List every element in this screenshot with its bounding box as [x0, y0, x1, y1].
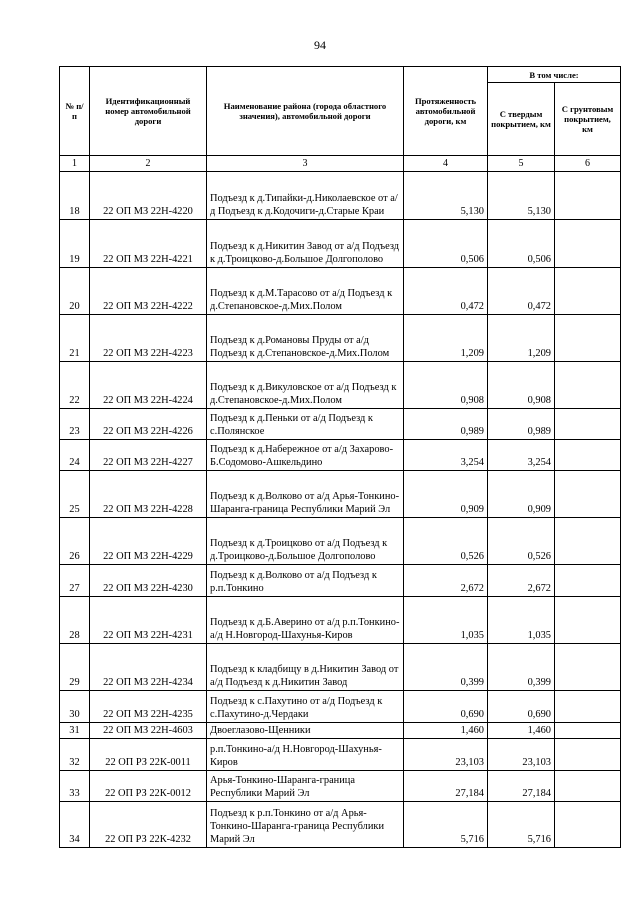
table-row [60, 691, 621, 723]
road-length: 0,399 [404, 644, 488, 691]
header-name: Наименование района (города областного значения), автомобильной дороги [207, 67, 404, 156]
row-number: 29 [60, 644, 90, 691]
column-number: 3 [207, 156, 404, 172]
unpaved-length [555, 723, 621, 739]
row-number: 24 [60, 440, 90, 471]
column-number: 6 [555, 156, 621, 172]
road-length: 0,472 [404, 268, 488, 315]
row-number: 21 [60, 315, 90, 362]
road-name: р.п.Тонкино-а/д Н.Новгород-Шахунья-Киров [207, 739, 404, 771]
road-name: Подъезд к д.М.Тарасово от а/д Подъезд к д.Степановское-д.Мих.Полом [207, 268, 404, 315]
row-number: 25 [60, 471, 90, 518]
row-number: 19 [60, 220, 90, 268]
road-length: 27,184 [404, 771, 488, 802]
row-number: 26 [60, 518, 90, 565]
road-name: Подъезд к д.Волково от а/д Подъезд к р.п.Тонкино [207, 565, 404, 597]
road-id: 22 ОП МЗ 22Н-4221 [90, 220, 207, 268]
road-length: 0,690 [404, 691, 488, 723]
road-id: 22 ОП РЗ 22К-0011 [90, 739, 207, 771]
table-row [60, 518, 621, 565]
paved-length: 0,690 [488, 691, 555, 723]
table-row [60, 362, 621, 409]
row-number: 33 [60, 771, 90, 802]
paved-length: 27,184 [488, 771, 555, 802]
road-name: Арья-Тонкино-Шаранга-граница Республики Марий Эл [207, 771, 404, 802]
unpaved-length [555, 771, 621, 802]
table-body [60, 172, 621, 848]
paved-length: 1,209 [488, 315, 555, 362]
paved-length: 5,716 [488, 802, 555, 848]
road-length: 1,035 [404, 597, 488, 644]
paved-length: 0,908 [488, 362, 555, 409]
road-name: Подъезд к д.Пеньки от а/д Подъезд к с.Полянское [207, 409, 404, 440]
road-id: 22 ОП МЗ 22Н-4235 [90, 691, 207, 723]
road-id: 22 ОП МЗ 22Н-4230 [90, 565, 207, 597]
table-row [60, 471, 621, 518]
road-name: Подъезд к кладбищу в д.Никитин Завод от а/д Подъезд к д.Никитин Завод [207, 644, 404, 691]
unpaved-length [555, 409, 621, 440]
road-name: Подъезд к д.Романовы Пруды от а/д Подъезд к д.Степановское-д.Мих.Полом [207, 315, 404, 362]
unpaved-length [555, 440, 621, 471]
column-number: 5 [488, 156, 555, 172]
column-number: 4 [404, 156, 488, 172]
row-number: 34 [60, 802, 90, 848]
road-id: 22 ОП МЗ 22Н-4220 [90, 172, 207, 220]
unpaved-length [555, 220, 621, 268]
unpaved-length [555, 802, 621, 848]
unpaved-length [555, 315, 621, 362]
row-number: 22 [60, 362, 90, 409]
road-length: 0,989 [404, 409, 488, 440]
road-length: 0,506 [404, 220, 488, 268]
road-length: 1,209 [404, 315, 488, 362]
unpaved-length [555, 597, 621, 644]
road-id: 22 ОП МЗ 22Н-4223 [90, 315, 207, 362]
road-id: 22 ОП МЗ 22Н-4229 [90, 518, 207, 565]
road-id: 22 ОП РЗ 22К-4232 [90, 802, 207, 848]
road-id: 22 ОП МЗ 22Н-4226 [90, 409, 207, 440]
row-number: 27 [60, 565, 90, 597]
road-length: 0,526 [404, 518, 488, 565]
road-name: Подъезд к д.Троицково от а/д Подъезд к д.Троицково-д.Большое Долгополово [207, 518, 404, 565]
table-row [60, 268, 621, 315]
road-length: 0,908 [404, 362, 488, 409]
row-number: 30 [60, 691, 90, 723]
road-id: 22 ОП МЗ 22Н-4231 [90, 597, 207, 644]
unpaved-length [555, 362, 621, 409]
row-number: 20 [60, 268, 90, 315]
road-length: 1,460 [404, 723, 488, 739]
unpaved-length [555, 172, 621, 220]
table-row [60, 739, 621, 771]
road-name: Подъезд к р.п.Тонкино от а/д Арья-Тонкино-Шаранга-граница Республики Марий Эл [207, 802, 404, 848]
road-length: 3,254 [404, 440, 488, 471]
header-unpaved: С грунтовым покрытием, км [555, 83, 621, 156]
header-length: Протяженность автомобильной дороги, км [404, 67, 488, 156]
paved-length: 3,254 [488, 440, 555, 471]
unpaved-length [555, 471, 621, 518]
paved-length: 0,989 [488, 409, 555, 440]
table-row [60, 597, 621, 644]
table-header [60, 67, 621, 156]
column-numbers-row [60, 156, 621, 172]
road-name: Подъезд к д.Набережное от а/д Захарово-Б.Содомово-Ашкельдино [207, 440, 404, 471]
road-id: 22 ОП МЗ 22Н-4224 [90, 362, 207, 409]
road-name: Подъезд к д.Никитин Завод от а/д Подъезд к д.Троицково-д.Большое Долгополово [207, 220, 404, 268]
paved-length: 23,103 [488, 739, 555, 771]
page-number: 94 [314, 38, 326, 52]
paved-length: 0,526 [488, 518, 555, 565]
table-row [60, 723, 621, 739]
paved-length: 0,399 [488, 644, 555, 691]
unpaved-length [555, 644, 621, 691]
road-name: Подъезд к д.Типайки-д.Николаевское от а/д Подъезд к д.Кодочиги-д.Старые Краи [207, 172, 404, 220]
table-row [60, 220, 621, 268]
table-row [60, 802, 621, 848]
paved-length: 1,035 [488, 597, 555, 644]
road-id: 22 ОП МЗ 22Н-4228 [90, 471, 207, 518]
row-number: 18 [60, 172, 90, 220]
paved-length: 0,472 [488, 268, 555, 315]
road-id: 22 ОП МЗ 22Н-4227 [90, 440, 207, 471]
row-number: 28 [60, 597, 90, 644]
column-number: 2 [90, 156, 207, 172]
road-length: 23,103 [404, 739, 488, 771]
road-length: 5,130 [404, 172, 488, 220]
road-id: 22 ОП МЗ 22Н-4234 [90, 644, 207, 691]
road-length: 0,909 [404, 471, 488, 518]
unpaved-length [555, 518, 621, 565]
column-number: 1 [60, 156, 90, 172]
paved-length: 5,130 [488, 172, 555, 220]
road-length: 2,672 [404, 565, 488, 597]
unpaved-length [555, 565, 621, 597]
unpaved-length [555, 268, 621, 315]
table-row [60, 565, 621, 597]
table-row [60, 771, 621, 802]
road-id: 22 ОП МЗ 22Н-4222 [90, 268, 207, 315]
table-row [60, 644, 621, 691]
table-row [60, 172, 621, 220]
paved-length: 2,672 [488, 565, 555, 597]
header-including: В том числе: [488, 67, 621, 83]
road-name: Подъезд к д.Б.Аверино от а/д р.п.Тонкино-а/д Н.Новгород-Шахунья-Киров [207, 597, 404, 644]
road-name: Подъезд к с.Пахутино от а/д Подъезд к с.Пахутино-д.Чердаки [207, 691, 404, 723]
row-number: 23 [60, 409, 90, 440]
table-row [60, 315, 621, 362]
road-id: 22 ОП РЗ 22К-0012 [90, 771, 207, 802]
table-row [60, 409, 621, 440]
row-number: 31 [60, 723, 90, 739]
road-name: Подъезд к д.Викуловское от а/д Подъезд к д.Степановское-д.Мих.Полом [207, 362, 404, 409]
road-name: Двоеглазово-Щенники [207, 723, 404, 739]
paved-length: 0,909 [488, 471, 555, 518]
paved-length: 1,460 [488, 723, 555, 739]
row-number: 32 [60, 739, 90, 771]
roads-table [59, 66, 621, 848]
paved-length: 0,506 [488, 220, 555, 268]
road-length: 5,716 [404, 802, 488, 848]
road-name: Подъезд к д.Волково от а/д Арья-Тонкино-Шаранга-граница Республики Марий Эл [207, 471, 404, 518]
road-id: 22 ОП МЗ 22Н-4603 [90, 723, 207, 739]
unpaved-length [555, 691, 621, 723]
header-id: Идентификационный номер автомобильной дороги [90, 67, 207, 156]
header-num: № п/п [60, 67, 90, 156]
unpaved-length [555, 739, 621, 771]
table-row [60, 440, 621, 471]
header-paved: С твердым покрытием, км [488, 83, 555, 156]
